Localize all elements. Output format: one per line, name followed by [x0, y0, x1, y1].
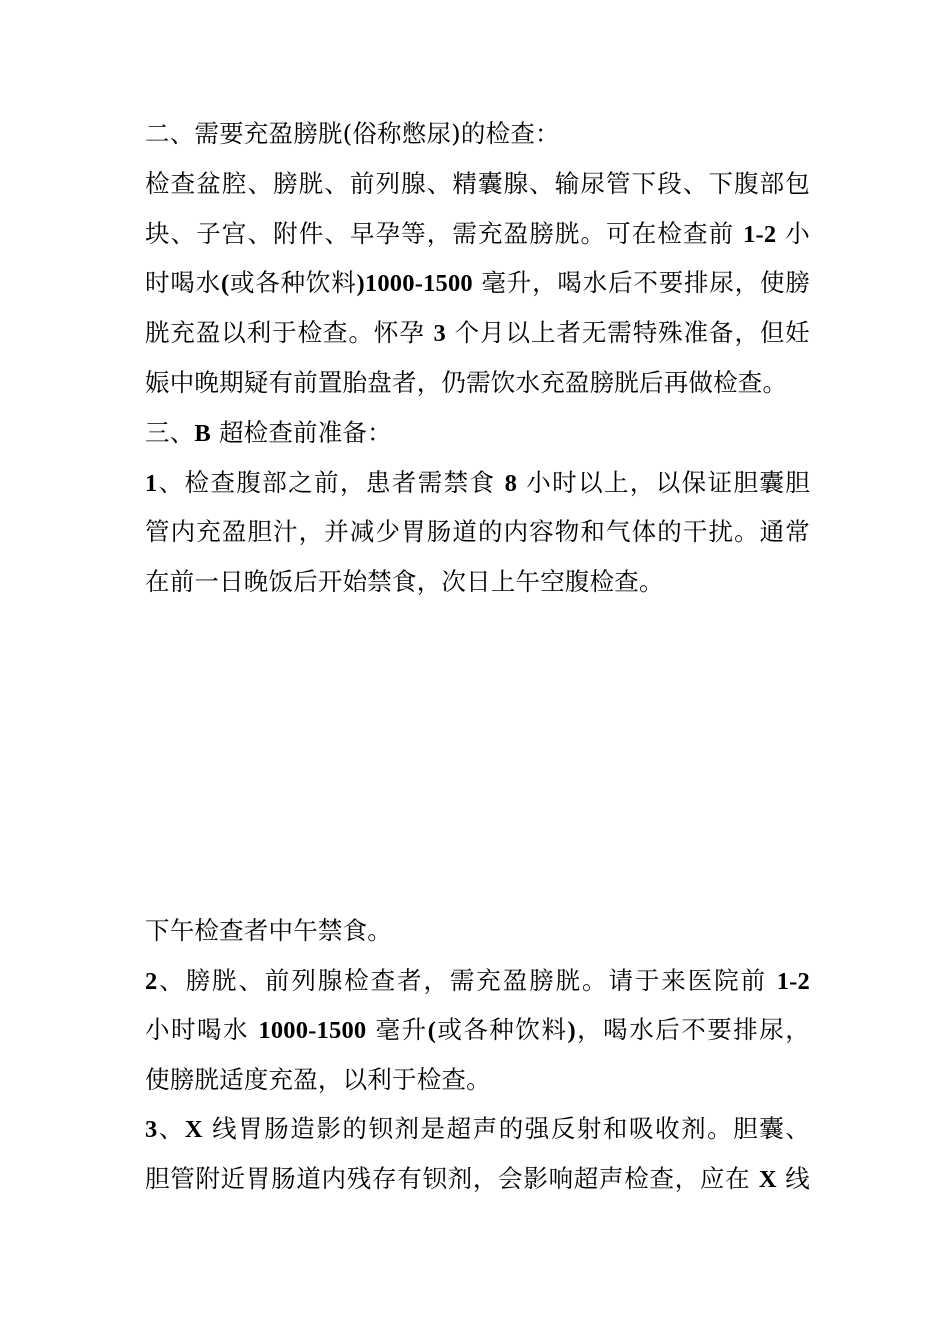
text-segment: 管内充盈胆汁，并减少胃肠道的内容物和气体的干扰。通常 — [145, 517, 810, 547]
text-segment: 时喝水 — [145, 268, 221, 298]
text-segment: 小 — [776, 218, 810, 248]
bold-text-segment: X — [758, 1166, 777, 1193]
text-line — [145, 467, 810, 500]
text-line — [145, 168, 810, 200]
bold-text-segment: 2 — [145, 967, 158, 995]
text-line — [145, 1064, 810, 1096]
text-line — [145, 915, 810, 947]
bold-text-segment: 3 — [433, 320, 446, 348]
text-line — [145, 1014, 810, 1047]
bold-text-segment: 1-2 — [743, 220, 777, 248]
text-line — [145, 965, 810, 998]
text-segment: ，喝水后不要排尿， — [575, 1015, 811, 1045]
text-segment: 块、子宫、附件、早孕等，需充盈膀胱。可在检查前 — [145, 218, 744, 248]
text-line — [145, 267, 810, 300]
text-segment: 检查盆腔、膀胱、前列腺、精囊腺、输尿管下段、下腹部包 — [145, 168, 810, 198]
bold-text-segment: B — [194, 419, 211, 447]
text-line — [145, 367, 810, 399]
text-segment: 小时喝水 — [145, 1015, 259, 1045]
text-segment: 胆管附近胃肠道内残存有钡剂，会影响超声检查，应在 — [145, 1164, 759, 1193]
bold-text-segment: 1-2 — [776, 967, 810, 995]
bold-text-segment: )1000-1500 — [356, 270, 473, 298]
bold-text-segment: 8 — [504, 469, 518, 497]
text-segment: 小时以上，以保证胆囊胆 — [517, 467, 810, 497]
text-line — [145, 1163, 810, 1196]
text-segment: 三、 — [145, 417, 195, 447]
text-line — [145, 317, 810, 350]
bold-text-segment: 1000-1500 — [258, 1017, 367, 1045]
text-line — [145, 1113, 810, 1146]
text-segment: 超检查前准备： — [210, 417, 392, 447]
text-segment: 、 — [157, 1114, 185, 1144]
bold-text-segment: ) — [567, 1017, 576, 1045]
text-line — [145, 417, 810, 450]
text-line — [145, 566, 810, 598]
text-line — [145, 516, 810, 548]
text-segment: 线 — [776, 1164, 810, 1193]
text-segment: 娠中晚期疑有前置胎盘者，仍需饮水充盈膀胱后再做检查。 — [145, 368, 788, 397]
text-segment: 毫升，喝水后不要排尿，使膀 — [472, 268, 811, 298]
text-segment: 线胃肠造影的钡剂是超声的强反射和吸收剂。胆囊、 — [202, 1114, 811, 1144]
text-segment: 使膀胱适度充盈，以利于检查。 — [145, 1064, 491, 1094]
bold-text-segment: 1 — [145, 469, 158, 497]
text-segment: 胱充盈以利于检查。怀孕 — [145, 318, 434, 348]
bold-text-segment: ( — [220, 270, 230, 298]
text-segment: 毫升 — [366, 1015, 428, 1045]
text-segment: 或各种饮料 — [229, 268, 357, 298]
text-line — [145, 218, 810, 251]
bold-text-segment: X — [184, 1116, 203, 1144]
text-segment: 下午检查者中午禁食。 — [145, 916, 392, 945]
bold-text-segment: 3 — [145, 1116, 158, 1144]
text-line — [145, 118, 810, 150]
text-segment: 、检查腹部之前，患者需禁食 — [157, 467, 505, 497]
bold-text-segment: ( — [427, 1017, 437, 1045]
text-segment: 二、需要充盈膀胱(俗称憋尿)的检查： — [145, 119, 560, 148]
text-segment: 、膀胱、前列腺检查者，需充盈膀胱。请于来医院前 — [157, 965, 777, 995]
text-segment: 个月以上者无需特殊准备，但妊 — [445, 318, 811, 348]
text-segment: 或各种饮料 — [436, 1015, 568, 1045]
text-segment: 在前一日晚饭后开始禁食，次日上午空腹检查。 — [145, 567, 664, 597]
